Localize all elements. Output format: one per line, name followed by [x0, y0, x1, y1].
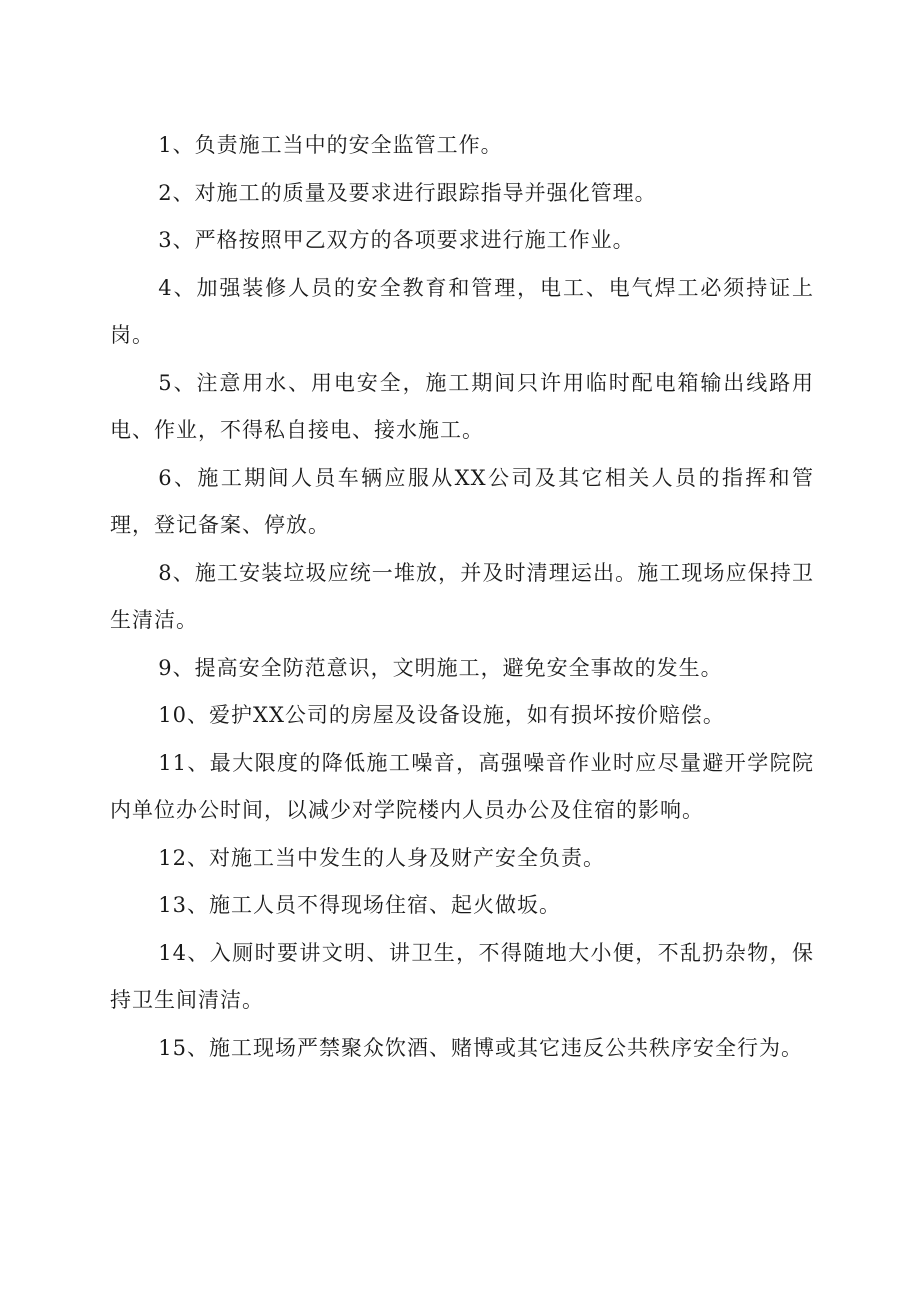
paragraph-9: 9、提高安全防范意识，文明施工，避免安全事故的发生。 — [158, 655, 723, 680]
paragraph-5: 5、注意用水、用电安全，施工期间只许用临时配电箱输出线路用电、作业，不得私自接电、接水施工。 — [110, 370, 814, 442]
paragraph-14: 14、入厕时要讲文明、讲卫生，不得随地大小便，不乱扔杂物，保持卫生间清洁。 — [110, 940, 814, 1012]
paragraph-10: 10、爱护XX公司的房屋及设备设施，如有损坏按价赔偿。 — [158, 703, 725, 727]
paragraph-11: 11、最大限度的降低施工噪音，高强噪音作业时应尽量避开学院院内单位办公时间，以减少对学院楼内人员办公及住宿的影响。 — [110, 750, 814, 822]
paragraph-8: 8、施工安装垃圾应统一堆放，并及时清理运出。施工现场应保持卫生清洁。 — [110, 560, 814, 632]
paragraph-15: 15、施工现场严禁聚众饮酒、赌博或其它违反公共秩序安全行为。 — [158, 1035, 804, 1060]
paragraph-4: 4、加强装修人员的安全教育和管理，电工、电气焊工必须持证上岗。 — [110, 275, 814, 347]
document-body — [110, 122, 814, 1072]
paragraph-12: 12、对施工当中发生的人身及财产安全负责。 — [158, 845, 606, 870]
paragraph-6: 6、施工期间人员车辆应服从XX公司及其它相关人员的指挥和管理，登记备案、停放。 — [110, 465, 814, 537]
paragraph-3: 3、严格按照甲乙双方的各项要求进行施工作业。 — [158, 228, 635, 252]
paragraph-2: 2、对施工的质量及要求进行跟踪指导并强化管理。 — [158, 180, 657, 205]
paragraph-13: 13、施工人员不得现场住宿、起火做坂。 — [158, 893, 562, 917]
paragraph-1: 1、负责施工当中的安全监管工作。 — [158, 133, 503, 157]
